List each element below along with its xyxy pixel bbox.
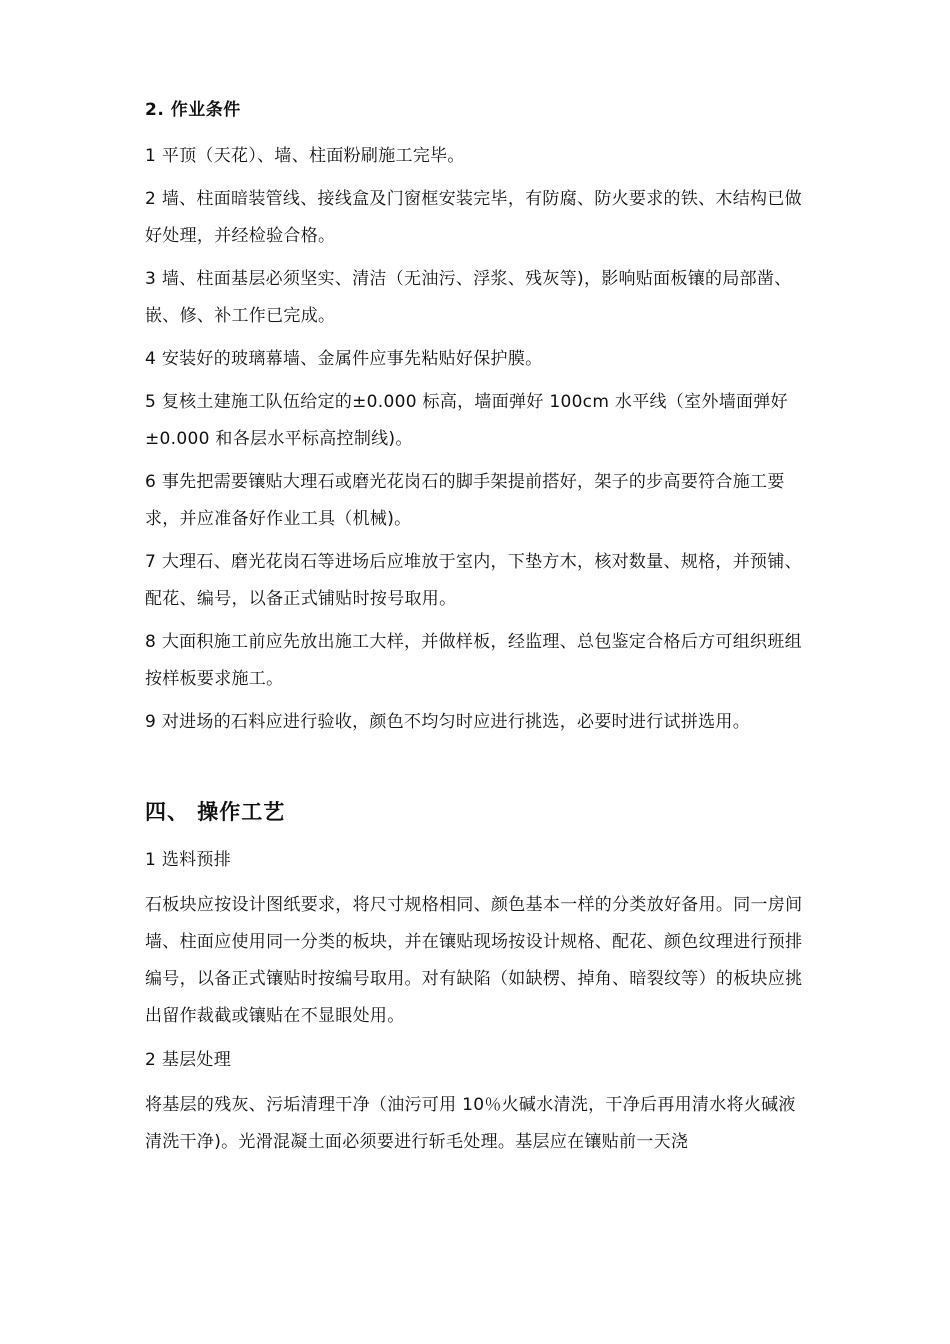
list-item: 8 大面积施工前应先放出施工大样，并做样板，经监理、总包鉴定合格后方可组织班组按样板要求施工。	[145, 632, 802, 689]
operation-step-base-treatment	[145, 1045, 813, 1161]
step-body: 石板块应按设计图纸要求，将尺寸规格相同、颜色基本一样的分类放好备用。同一房间墙、柱面应使用同一分类的板块，并在镶贴现场按设计规格、配花、颜色纹理进行预排编号，以备正式镶贴时按编号取用。对有缺陷（如缺楞、掉角、暗裂纹等）的板块应挑出留作裁截或镶贴在不显眼处用。	[145, 895, 803, 1026]
operation-step-material-selection	[145, 845, 813, 1035]
list-item: 6 事先把需要镶贴大理石或磨光花岗石的脚手架提前搭好，架子的步高要符合施工要求，并应准备好作业工具（机械)。	[145, 472, 785, 529]
list-item: 7 大理石、磨光花岗石等进场后应堆放于室内，下垫方木，核对数量、规格，并预铺、配花、编号，以备正式铺贴时按号取用。	[145, 552, 802, 609]
list-item: 4 安装好的玻璃幕墙、金属件应事先粘贴好保护膜。	[145, 349, 543, 369]
step-body: 将基层的残灰、污垢清理干净（油污可用 10％火碱水清洗，干净后再用清水将火碱液清洗干净)。光滑混凝土面必须要进行斩毛处理。基层应在镶贴前一天浇	[145, 1095, 796, 1152]
document-content	[145, 96, 813, 1171]
step-title: 2 基层处理	[145, 1050, 232, 1070]
list-item: 1 平顶（天花）、墙、柱面粉刷施工完毕。	[145, 146, 465, 166]
list-item: 9 对进场的石料应进行验收，颜色不均匀时应进行挑选，必要时进行试拼选用。	[145, 712, 751, 732]
work-conditions-list	[145, 138, 813, 741]
list-item: 2 墙、柱面暗装管线、接线盒及门窗框安装完毕，有防腐、防火要求的铁、木结构已做好处理，并经检验合格。	[145, 189, 802, 246]
section-heading-work-conditions: 2. 作业条件	[145, 100, 241, 120]
section-heading-operation-process: 四、 操作工艺	[145, 800, 286, 824]
list-item: 5 复核土建施工队伍给定的±0.000 标高，墙面弹好 100cm 水平线（室外墙面弹好±0.000 和各层水平标高控制线)。	[145, 392, 788, 449]
list-item: 3 墙、柱面基层必须坚实、清洁（无油污、浮浆、残灰等)，影响贴面板镶的局部凿、嵌、修、补工作已完成。	[145, 269, 792, 326]
step-title: 1 选料预排	[145, 850, 232, 870]
